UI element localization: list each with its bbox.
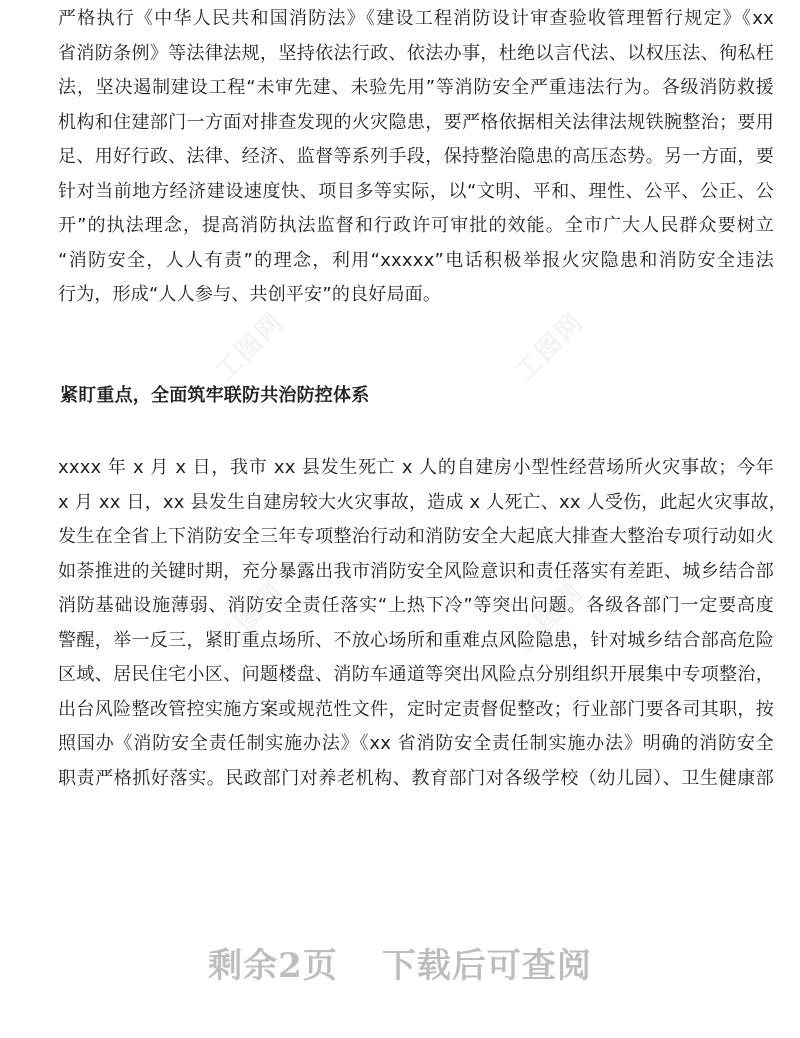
paragraph-line: 出台风险整改管控实施方案或规范性文件，定时定责督促整改；行业部门要各司其职，按 (58, 698, 774, 720)
paragraph-line: 警醒，举一反三，紧盯重点场所、不放心场所和重难点风险隐患，针对城乡结合部高危险 (58, 629, 774, 651)
body-paragraph-1 (58, 2, 774, 313)
watermark: 工图网 (509, 576, 591, 658)
paragraph-line: 如荼推进的关键时期，充分暴露出我市消防安全风险意识和责任落实有差距、城乡结合部 (58, 560, 774, 582)
paragraph-line: “消防安全，人人有责”的理念，利用“xxxxx”电话积极举报火灾隐患和消防安全违法 (58, 249, 774, 271)
paragraph-line: 针对当前地方经济建设速度快、项目多等实际，以“文明、平和、理性、公平、公正、公 (58, 180, 774, 202)
paragraph-line: x 月 xx 日，xx 县发生自建房较大火灾事故，造成 x 人死亡、xx 人受伤，此起火灾事故， (58, 491, 787, 513)
paragraph-line: 区域、居民住宅小区、问题楼盘、消防车通道等突出风险点分别组织开展集中专项整治， (58, 664, 774, 685)
watermark: 工图网 (209, 576, 291, 658)
watermark: 工图网 (209, 306, 291, 388)
paragraph-line: 严格执行《中华人民共和国消防法》《建设工程消防设计审查验收管理暂行规定》《xx (58, 8, 774, 29)
paragraph-line: 机构和住建部门一方面对排查发现的火灾隐患，要严格依据相关法律法规铁腕整治；要用 (58, 111, 774, 133)
paragraph-line: 照国办《消防安全责任制实施办法》《xx 省消防安全责任制实施办法》明确的消防安全 (58, 733, 774, 754)
paragraph-line: xxxx 年 x 月 x 日，我市 xx 县发生死亡 x 人的自建房小型性经营场所火灾事故；今年 (58, 457, 774, 478)
section-heading: 紧盯重点，全面筑牢联防共治防控体系 (60, 385, 370, 406)
paragraph-line: 足、用好行政、法律、经济、监督等系列手段，保持整治隐患的高压态势。另一方面，要 (58, 146, 774, 167)
paragraph-line: 法，坚决遏制建设工程“未审先建、未验先用”等消防安全严重违法行为。各级消防救援 (58, 77, 774, 98)
paragraph-line: 行为，形成“人人参与、共创平安”的良好局面。 (58, 284, 442, 305)
paragraph-line: 职责严格抓好落实。民政部门对养老机构、教育部门对各级学校（幼儿园）、卫生健康部 (58, 767, 774, 789)
paragraph-line: 开”的执法理念，提高消防执法监督和行政许可审批的效能。全市广大人民群众要树立 (58, 215, 774, 236)
paragraph-line: 省消防条例》等法律法规，坚持依法行政、依法办事，杜绝以言代法、以权压法、徇私枉 (58, 42, 774, 64)
watermark: 工图网 (509, 306, 591, 388)
remaining-pages-label: 剩余2页 (208, 946, 338, 986)
paragraph-line: 消防基础设施薄弱、消防安全责任落实“上热下冷”等突出问题。各级各部门一定要高度 (58, 595, 774, 616)
download-label: 下载后可查阅 (381, 946, 592, 986)
download-to-read-banner[interactable] (0, 938, 800, 988)
body-paragraph-2 (58, 451, 787, 796)
paragraph-line: 发生在全省上下消防安全三年专项整治行动和消防安全大起底大排查大整治专项行动如火 (58, 526, 774, 547)
